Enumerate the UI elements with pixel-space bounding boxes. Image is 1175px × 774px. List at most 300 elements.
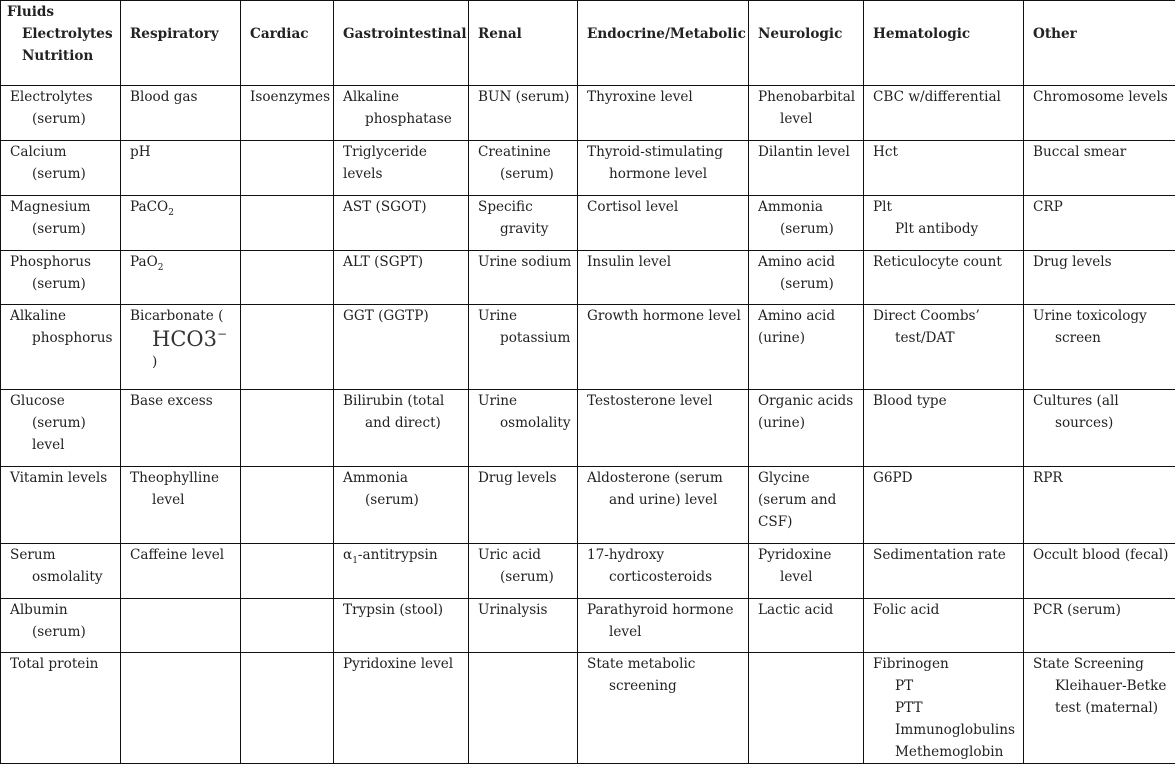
- cell-text: CRP: [1033, 199, 1063, 215]
- cell-text: PT: [895, 678, 914, 694]
- table-cell-cardiac: [241, 467, 334, 544]
- cell-text: (serum): [500, 569, 554, 585]
- formula-subscript: 2: [157, 263, 164, 273]
- cell-text: Blood type: [873, 393, 947, 409]
- cell-text: Bicarbonate (: [130, 308, 224, 324]
- table-cell-neuro: [749, 544, 864, 599]
- cell-content: [1024, 305, 1175, 349]
- formula-base: PaO: [130, 254, 158, 270]
- cell-content: [749, 599, 863, 621]
- table-cell-neuro: [749, 196, 864, 251]
- cell-text: Drug levels: [1033, 254, 1112, 270]
- cell-text: Phenobarbital: [758, 89, 856, 105]
- cell-content: [121, 305, 240, 373]
- table-cell-neuro: [749, 467, 864, 544]
- cell-text: Thyroxine level: [587, 89, 693, 105]
- cell-content: [469, 305, 577, 349]
- cell-text: level: [780, 111, 813, 127]
- cell-text: Creatinine: [478, 144, 551, 160]
- cell-text: Urinalysis: [478, 602, 548, 618]
- cell-text: Alkaline: [343, 89, 400, 105]
- table-row: [1, 251, 1175, 305]
- table-cell-other: [1024, 599, 1175, 653]
- cell-content: [578, 544, 748, 588]
- cell-text: (serum): [365, 492, 419, 508]
- cell-text: (urine): [758, 415, 806, 431]
- cell-text: Thyroid-stimulating: [587, 144, 723, 160]
- cell-content: [121, 196, 240, 218]
- table-cell-other: [1024, 251, 1175, 305]
- cell-content: [578, 599, 748, 643]
- table-cell-respiratory: [121, 141, 241, 196]
- table-cell-other: [1024, 196, 1175, 251]
- table-cell-gi: [334, 653, 469, 764]
- cell-text: Phosphorus: [10, 254, 91, 270]
- table-row: [1, 599, 1175, 653]
- table-cell-fluids: [1, 251, 121, 305]
- cell-text: AST (SGOT): [343, 199, 427, 215]
- header-label: Hematologic: [873, 26, 971, 42]
- header-gastrointestinal: [334, 1, 469, 86]
- cell-content: [1, 86, 120, 130]
- cell-content: [1024, 467, 1175, 489]
- table-cell-endocrine: [578, 599, 749, 653]
- cell-text: Methemoglobin: [895, 744, 1004, 760]
- cell-content: [469, 467, 577, 489]
- table-cell-gi: [334, 196, 469, 251]
- cell-text: State metabolic: [587, 656, 696, 672]
- cell-text: level: [152, 492, 185, 508]
- cell-text: [130, 251, 240, 273]
- cell-text: and urine) level: [609, 492, 718, 508]
- cell-content: [469, 86, 577, 108]
- cell-text: 17-hydroxy: [587, 547, 665, 563]
- table-cell-respiratory: [121, 390, 241, 467]
- cell-text: screen: [1055, 330, 1101, 346]
- header-fluids-line: Fluids: [7, 4, 55, 20]
- table-cell-endocrine: [578, 653, 749, 764]
- cell-content: [864, 86, 1023, 108]
- table-cell-renal: [469, 599, 578, 653]
- cell-content: [1, 467, 120, 489]
- cell-text: phosphorus: [32, 330, 113, 346]
- cell-content: [241, 86, 333, 108]
- table-cell-renal: [469, 141, 578, 196]
- header-respiratory: [121, 1, 241, 86]
- cell-text: phosphatase: [365, 111, 452, 127]
- table-cell-endocrine: [578, 196, 749, 251]
- cell-text: Bilirubin (total: [343, 393, 445, 409]
- table-cell-renal: [469, 653, 578, 764]
- cell-content: [334, 544, 468, 566]
- cell-content: [749, 251, 863, 295]
- cell-text: Theophylline: [130, 470, 220, 486]
- cell-content: [469, 599, 577, 621]
- table-body: [1, 86, 1175, 764]
- cell-text: (urine): [758, 330, 806, 346]
- header-hematologic: [864, 1, 1024, 86]
- cell-text: Electrolytes: [10, 89, 93, 105]
- cell-text: G6PD: [873, 470, 913, 486]
- table-cell-renal: [469, 305, 578, 390]
- table-cell-renal: [469, 251, 578, 305]
- table-cell-hema: [864, 251, 1024, 305]
- cell-content: [469, 196, 577, 240]
- table-cell-respiratory: [121, 653, 241, 764]
- cell-content: [334, 305, 468, 327]
- cell-text: Triglyceride levels: [343, 144, 427, 182]
- cell-content: [864, 251, 1023, 273]
- cell-content: [749, 196, 863, 240]
- table-cell-neuro: [749, 86, 864, 141]
- cell-content: [749, 86, 863, 130]
- cell-text: level: [32, 437, 65, 453]
- cell-text: Plt: [873, 199, 892, 215]
- cell-content: [334, 86, 468, 130]
- table-cell-other: [1024, 467, 1175, 544]
- cell-content: [469, 141, 577, 185]
- cell-text: CBC w/differential: [873, 89, 1001, 105]
- table-cell-respiratory: [121, 251, 241, 305]
- table-cell-renal: [469, 86, 578, 141]
- table-cell-fluids: [1, 390, 121, 467]
- table-cell-neuro: [749, 653, 864, 764]
- cell-content: [864, 599, 1023, 621]
- cell-content: [864, 467, 1023, 489]
- cell-content: [864, 196, 1023, 240]
- cell-content: [578, 86, 748, 108]
- table-cell-cardiac: [241, 653, 334, 764]
- table-row: [1, 141, 1175, 196]
- cell-content: [1024, 390, 1175, 434]
- cell-text: Calcium: [10, 144, 67, 160]
- cell-text: Growth hormone level: [587, 308, 741, 324]
- cell-content: [334, 599, 468, 621]
- header-label: Cardiac: [250, 26, 309, 42]
- cell-text: Amino acid: [758, 254, 836, 270]
- cell-content: [1024, 544, 1175, 566]
- table-cell-fluids: [1, 141, 121, 196]
- header-fluids: [1, 1, 121, 86]
- cell-text: Urine: [478, 308, 518, 324]
- cell-content: [469, 251, 577, 273]
- cell-text: GGT (GGTP): [343, 308, 429, 324]
- cell-text: (serum): [780, 276, 834, 292]
- table-cell-other: [1024, 653, 1175, 764]
- cell-text: Immunoglobulins: [895, 722, 1015, 738]
- cell-text: PCR (serum): [1033, 602, 1121, 618]
- cell-content: [121, 467, 240, 511]
- formula-base: PaCO: [130, 199, 169, 215]
- cell-content: [1, 544, 120, 588]
- cell-text: (serum): [500, 166, 554, 182]
- table-cell-other: [1024, 390, 1175, 467]
- formula-subscript: 2: [168, 208, 174, 218]
- cell-content: [1024, 599, 1175, 621]
- cell-text: Buccal smear: [1033, 144, 1127, 160]
- cell-content: [578, 390, 748, 412]
- table-cell-endocrine: [578, 544, 749, 599]
- table-cell-respiratory: [121, 86, 241, 141]
- cell-content: [121, 251, 240, 273]
- header-label: Neurologic: [758, 26, 843, 42]
- cell-text: (serum): [32, 221, 86, 237]
- cell-text: Vitamin levels: [10, 470, 108, 486]
- cell-text: (serum): [32, 415, 86, 431]
- table-cell-neuro: [749, 251, 864, 305]
- table-cell-cardiac: [241, 141, 334, 196]
- cell-content: [578, 305, 748, 327]
- table-row: [1, 467, 1175, 544]
- header-label: Other: [1033, 26, 1077, 42]
- cell-text: test (maternal): [1055, 700, 1159, 716]
- table-cell-hema: [864, 86, 1024, 141]
- header-renal: [469, 1, 578, 86]
- cell-text: (serum): [32, 111, 86, 127]
- cell-content: [749, 467, 863, 533]
- cell-content: [749, 390, 863, 434]
- cell-content: [864, 390, 1023, 412]
- cell-text: Urine toxicology: [1033, 308, 1147, 324]
- header-row: [1, 1, 1175, 86]
- cell-text: CSF): [758, 514, 793, 530]
- table-cell-gi: [334, 599, 469, 653]
- cell-text: Pyridoxine: [758, 547, 832, 563]
- cell-content: [864, 305, 1023, 349]
- cell-content: [1024, 196, 1175, 218]
- cell-text: Plt antibody: [895, 221, 979, 237]
- cell-text: Dilantin level: [758, 144, 850, 160]
- cell-content: [578, 196, 748, 218]
- cell-content: [864, 653, 1023, 763]
- table-cell-endocrine: [578, 305, 749, 390]
- cell-content: [578, 467, 748, 511]
- table-cell-hema: [864, 599, 1024, 653]
- table-cell-hema: [864, 544, 1024, 599]
- table-row: [1, 653, 1175, 764]
- table-cell-hema: [864, 141, 1024, 196]
- cell-text: Cortisol level: [587, 199, 679, 215]
- cell-text: Alkaline: [10, 308, 67, 324]
- cell-text: (serum and: [758, 492, 837, 508]
- table-cell-respiratory: [121, 196, 241, 251]
- cell-content: [864, 544, 1023, 566]
- cell-text: and direct): [365, 415, 441, 431]
- cell-content: [334, 390, 468, 434]
- table-cell-respiratory: [121, 599, 241, 653]
- cell-text: Amino acid: [758, 308, 836, 324]
- cell-text: level: [609, 624, 642, 640]
- cell-content: [121, 544, 240, 566]
- table-cell-renal: [469, 390, 578, 467]
- cell-text: gravity: [500, 221, 549, 237]
- table-cell-hema: [864, 390, 1024, 467]
- formula-charge: −: [216, 327, 228, 341]
- table-cell-cardiac: [241, 390, 334, 467]
- cell-text: State Screening: [1033, 656, 1144, 672]
- cell-text: Ammonia: [343, 470, 408, 486]
- cell-content: [121, 390, 240, 412]
- table-cell-respiratory: [121, 467, 241, 544]
- header-neurologic: [749, 1, 864, 86]
- table-cell-neuro: [749, 599, 864, 653]
- cell-text: Urine sodium: [478, 254, 572, 270]
- header-label: Respiratory: [130, 26, 219, 42]
- cell-text: Direct Coombs’: [873, 308, 980, 324]
- table-cell-cardiac: [241, 305, 334, 390]
- table-cell-endocrine: [578, 467, 749, 544]
- cell-content: [749, 141, 863, 163]
- bicarbonate-formula: [130, 327, 240, 351]
- table-cell-fluids: [1, 196, 121, 251]
- table-cell-other: [1024, 544, 1175, 599]
- table-cell-fluids: [1, 305, 121, 390]
- cell-content: [121, 86, 240, 108]
- cell-text: Isoenzymes: [250, 89, 331, 105]
- cell-content: [469, 390, 577, 434]
- cell-content: [1024, 653, 1175, 719]
- cell-content: [1024, 251, 1175, 273]
- cell-content: [334, 196, 468, 218]
- table-row: [1, 86, 1175, 141]
- cell-content: [1, 251, 120, 295]
- table-row: [1, 305, 1175, 390]
- table-cell-respiratory: [121, 544, 241, 599]
- header-label: Endocrine/Metabolic: [587, 26, 746, 42]
- cell-content: [1, 653, 120, 675]
- table-cell-renal: [469, 544, 578, 599]
- alpha-rest: -antitrypsin: [357, 547, 438, 563]
- cell-content: [578, 653, 748, 697]
- cell-text: [130, 196, 240, 218]
- cell-text: Uric acid: [478, 547, 542, 563]
- cell-text: Occult blood (fecal): [1033, 547, 1169, 563]
- cell-text: Total protein: [10, 656, 99, 672]
- table-cell-cardiac: [241, 86, 334, 141]
- cell-text: Ammonia: [758, 199, 823, 215]
- cell-text: Glucose: [10, 393, 65, 409]
- cell-text: osmolality: [500, 415, 571, 431]
- table-cell-gi: [334, 390, 469, 467]
- header-fluids-line: Electrolytes: [22, 26, 113, 42]
- cell-text: Magnesium: [10, 199, 91, 215]
- cell-text: Lactic acid: [758, 602, 834, 618]
- table-cell-fluids: [1, 467, 121, 544]
- cell-text: Testosterone level: [587, 393, 713, 409]
- table-row: [1, 196, 1175, 251]
- header-label: Gastrointestinal: [343, 26, 467, 42]
- header-label: Renal: [478, 26, 522, 42]
- cell-text: Pyridoxine level: [343, 656, 454, 672]
- cell-content: [121, 141, 240, 163]
- table-cell-fluids: [1, 653, 121, 764]
- cell-text: Insulin level: [587, 254, 672, 270]
- table-cell-gi: [334, 86, 469, 141]
- cell-text: Aldosterone (serum: [587, 470, 723, 486]
- cell-text: Base excess: [130, 393, 213, 409]
- cell-content: [1, 305, 120, 349]
- cell-content: [1024, 141, 1175, 163]
- table-cell-gi: [334, 251, 469, 305]
- cell-content: [469, 544, 577, 588]
- cell-text: Kleihauer-Betke: [1055, 678, 1167, 694]
- cell-text: (serum): [780, 221, 834, 237]
- header-cardiac: [241, 1, 334, 86]
- cell-text: Trypsin (stool): [343, 602, 444, 618]
- cell-text: (serum): [32, 624, 86, 640]
- cell-text: Folic acid: [873, 602, 940, 618]
- cell-text: [343, 544, 468, 566]
- table-cell-gi: [334, 544, 469, 599]
- table-cell-fluids: [1, 544, 121, 599]
- table-cell-hema: [864, 196, 1024, 251]
- cell-text: hormone level: [609, 166, 708, 182]
- cell-content: [749, 544, 863, 588]
- table-cell-gi: [334, 467, 469, 544]
- cell-content: [334, 467, 468, 511]
- cell-text: ): [152, 354, 158, 370]
- table-cell-hema: [864, 305, 1024, 390]
- table-cell-fluids: [1, 599, 121, 653]
- cell-text: Blood gas: [130, 89, 198, 105]
- cell-text: RPR: [1033, 470, 1063, 486]
- cell-text: Sedimentation rate: [873, 547, 1006, 563]
- cell-text: level: [780, 569, 813, 585]
- formula-number: 3: [203, 327, 217, 351]
- cell-text: Reticulocyte count: [873, 254, 1002, 270]
- table-cell-gi: [334, 141, 469, 196]
- table-cell-renal: [469, 467, 578, 544]
- table-cell-endocrine: [578, 251, 749, 305]
- cell-text: pH: [130, 144, 151, 160]
- cell-content: [749, 305, 863, 349]
- cell-text: Serum: [10, 547, 56, 563]
- table-cell-endocrine: [578, 86, 749, 141]
- cell-content: [334, 141, 468, 185]
- table-cell-neuro: [749, 305, 864, 390]
- cell-text: Drug levels: [478, 470, 557, 486]
- cell-text: Hct: [873, 144, 898, 160]
- header-fluids-line: Nutrition: [22, 48, 94, 64]
- header-other: [1024, 1, 1175, 86]
- cell-text: osmolality: [32, 569, 103, 585]
- table-cell-endocrine: [578, 141, 749, 196]
- cell-text: ALT (SGPT): [343, 254, 424, 270]
- cell-text: Specific: [478, 199, 533, 215]
- cell-text: BUN (serum): [478, 89, 570, 105]
- cell-content: [1, 141, 120, 185]
- formula-base: HCO: [152, 327, 204, 351]
- cell-text: Fibrinogen: [873, 656, 949, 672]
- cell-content: [1, 390, 120, 456]
- alpha-subscript: 1: [352, 556, 358, 566]
- table-cell-respiratory: [121, 305, 241, 390]
- cell-content: [1, 196, 120, 240]
- table-cell-cardiac: [241, 196, 334, 251]
- table-row: [1, 544, 1175, 599]
- table-cell-cardiac: [241, 599, 334, 653]
- cell-content: [334, 653, 468, 675]
- table-cell-cardiac: [241, 544, 334, 599]
- cell-text: Chromosome levels: [1033, 89, 1168, 105]
- cell-text: (serum): [32, 166, 86, 182]
- table-cell-endocrine: [578, 390, 749, 467]
- header-endocrine: [578, 1, 749, 86]
- cell-text: Albumin: [10, 602, 68, 618]
- alpha-symbol: α: [343, 547, 353, 563]
- table-row: [1, 390, 1175, 467]
- cell-text: corticosteroids: [609, 569, 713, 585]
